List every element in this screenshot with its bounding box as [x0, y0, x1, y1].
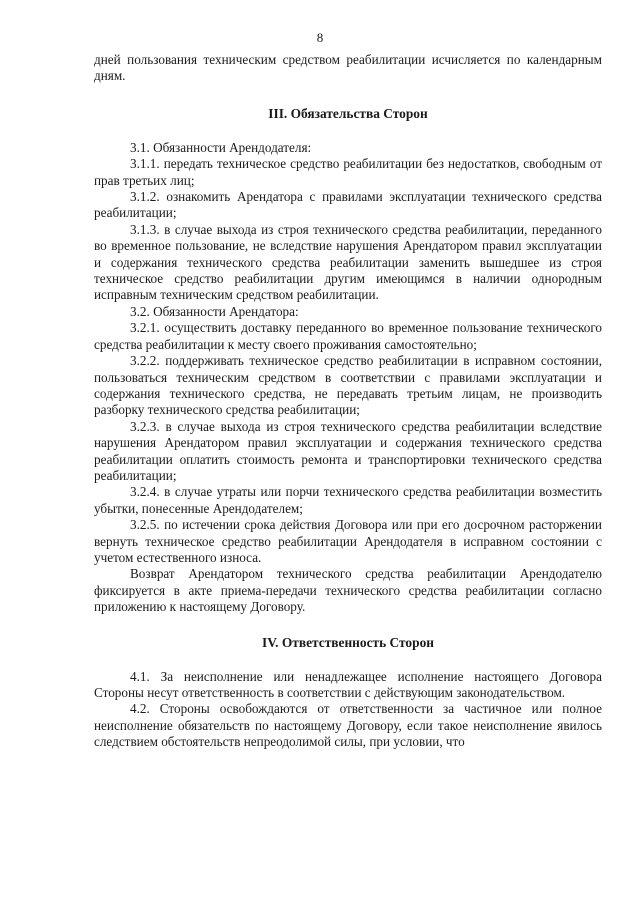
paragraph-return: Возврат Арендатором технического средства реабилитации Арендодателю фиксируется в акте приема-передачи технического средства реабилитации согласно приложению к настоящему Договору. [94, 566, 602, 615]
paragraph-3-2-5: 3.2.5. по истечении срока действия Договора или при его досрочном расторжении вернуть техническое средство реабилитации Арендодателя в исправном состоянии с учетом естественного износа. [94, 517, 602, 565]
paragraph-3-1-2: 3.1.2. ознакомить Арендатора с правилами эксплуатации технического средства реабилитации; [94, 189, 602, 221]
paragraph-3-2-4: 3.2.4. в случае утраты или порчи технического средства реабилитации возместить убытки, понесенные Арендодателем; [94, 484, 602, 516]
paragraph-3-2-2: 3.2.2. поддерживать техническое средство реабилитации в исправном состоянии, пользоваться техническим средством в соответствии с правилами эксплуатации и содержания технического средства, не передавать третьим лицам, не производить разборку технического средства реабилитации; [94, 353, 602, 418]
paragraph-4-2: 4.2. Стороны освобождаются от ответственности за частичное или полное неисполнение обязательств по настоящему Договору, если такое неисполнение явилось следствием обстоятельств непреодолимой силы, при условии, что [94, 701, 602, 750]
section-4-heading: IV. Ответственность Сторон [262, 634, 434, 650]
paragraph-3-2-3: 3.2.3. в случае выхода из строя технического средства реабилитации вследствие нарушения Арендатором правил эксплуатации и содержания технического средства реабилитации оплатить стоимость ремонта и транспортировки технического средства реабилитации; [94, 418, 602, 483]
page-number: 8 [316, 30, 324, 45]
intro-paragraph: дней пользования техническим средством реабилитации исчисляется по календарным дням. [94, 52, 602, 84]
paragraph-4-1: 4.1. За неисполнение или ненадлежащее исполнение настоящего Договора Стороны несут ответственность в соответствии с действующим законодательством. [94, 668, 602, 700]
paragraph-3-1-3: 3.1.3. в случае выхода из строя технического средства реабилитации, переданного во временное пользование, не вследствие нарушения Арендатором правил эксплуатации и содержания технического средства реабилитации заменить вышедшее из строя техническое средство реабилитации другим имеющимся в наличии однородным исправным техническим средством реабилитации. [94, 221, 602, 303]
section-3-heading: III. Обязательства Сторон [268, 105, 428, 121]
paragraph-3-2: 3.2. Обязанности Арендатора: [130, 303, 299, 319]
paragraph-3-1: 3.1. Обязанности Арендодателя: [130, 139, 312, 155]
paragraph-3-2-1: 3.2.1. осуществить доставку переданного во временное пользование технического средства реабилитации к месту своего проживания самостоятельно; [94, 320, 602, 352]
document-body [94, 52, 602, 751]
paragraph-3-1-1: 3.1.1. передать техническое средство реабилитации без недостатков, свободным от прав третьих лиц; [94, 156, 602, 188]
